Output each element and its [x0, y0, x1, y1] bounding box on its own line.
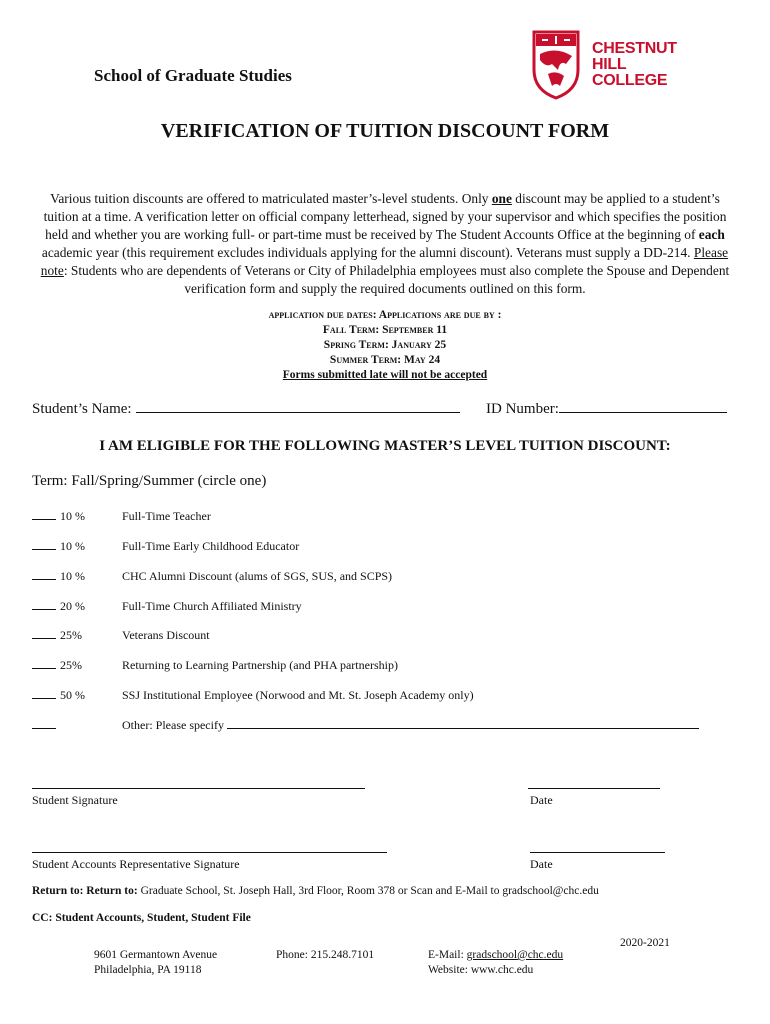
student-signature-label: Student Signature: [32, 793, 118, 807]
return-to: Return to: Return to: Graduate School, St. Joseph Hall, 3rd Floor, Room 378 or Scan and E-Mail to gradschool@chc.edu: [32, 885, 599, 897]
address: 9601 Germantown Avenue Philadelphia, PA 19118: [94, 949, 218, 976]
date-label: Date: [530, 793, 553, 807]
due-dates: application due dates: Applications are due by : Fall Term: September 11 Spring Term: January 25 Summer Term: May 24 Forms submitted late will not be accepted: [0, 308, 770, 383]
eligible-heading: I AM ELIGIBLE FOR THE FOLLOWING MASTER’S LEVEL TUITION DISCOUNT:: [99, 438, 671, 454]
student-signature-line[interactable]: [32, 788, 365, 789]
option-row[interactable]: 10 % Full-Time Teacher: [32, 509, 120, 524]
cc-line: CC: Student Accounts, Student, Student File: [32, 912, 251, 924]
form-year: 2020-2021: [620, 937, 670, 949]
term-line: Term: Fall/Spring/Summer (circle one): [32, 473, 267, 489]
email-link[interactable]: gradschool@chc.edu: [466, 949, 564, 961]
option-row[interactable]: 50 % SSJ Institutional Employee (Norwood and Mt. St. Joseph Academy only): [32, 688, 120, 703]
form-title: VERIFICATION OF TUITION DISCOUNT FORM: [160, 120, 610, 142]
option-row[interactable]: 10 % Full-Time Early Childhood Educator: [32, 539, 120, 554]
option-row[interactable]: 10 % CHC Alumni Discount (alums of SGS, SUS, and SCPS): [32, 569, 120, 584]
school-name: School of Graduate Studies: [94, 66, 292, 85]
rep-signature-line[interactable]: [32, 852, 387, 853]
contact: E-Mail: gradschool@chc.edu Website: www.chc.edu: [428, 949, 564, 976]
student-name-field[interactable]: Student’s Name:: [32, 398, 460, 418]
date-line[interactable]: [528, 788, 660, 789]
option-row-other[interactable]: Other: Please specify: [32, 718, 120, 733]
college-logo-text: CHESTNUT HILL COLLEGE: [592, 40, 677, 89]
late-notice: Forms submitted late will not be accepted: [282, 369, 488, 381]
date-label: Date: [530, 857, 553, 871]
option-row[interactable]: 25% Returning to Learning Partnership (and PHA partnership): [32, 658, 120, 673]
date-line[interactable]: [530, 852, 665, 853]
option-row[interactable]: 25% Veterans Discount: [32, 628, 120, 643]
chestnut-hill-shield-logo: [530, 30, 582, 100]
rep-signature-label: Student Accounts Representative Signature: [32, 857, 240, 871]
option-row[interactable]: 20 % Full-Time Church Affiliated Ministry: [32, 599, 120, 614]
other-specify-line[interactable]: [227, 718, 699, 729]
phone: Phone: 215.248.7101: [276, 949, 375, 961]
intro-paragraph: Various tuition discounts are offered to matriculated master’s-level students. Only one discount may be applied to a student’s tuition at a time. A verification letter on official company letterhead, signed by your supervisor and which specifies the position held and whether you are working full- or part-time must be received by The Student Accounts Office at the beginning of each academic year (this requirement excludes individuals applying for the alumni discount). Veterans must supply a DD-214. Please note: Students who are dependents of Veterans or City of Philadelphia employees must also complete the Spouse and Dependent verification form and supply the required documents outlined on this form.: [40, 191, 730, 296]
id-number-field[interactable]: ID Number:: [486, 398, 727, 418]
